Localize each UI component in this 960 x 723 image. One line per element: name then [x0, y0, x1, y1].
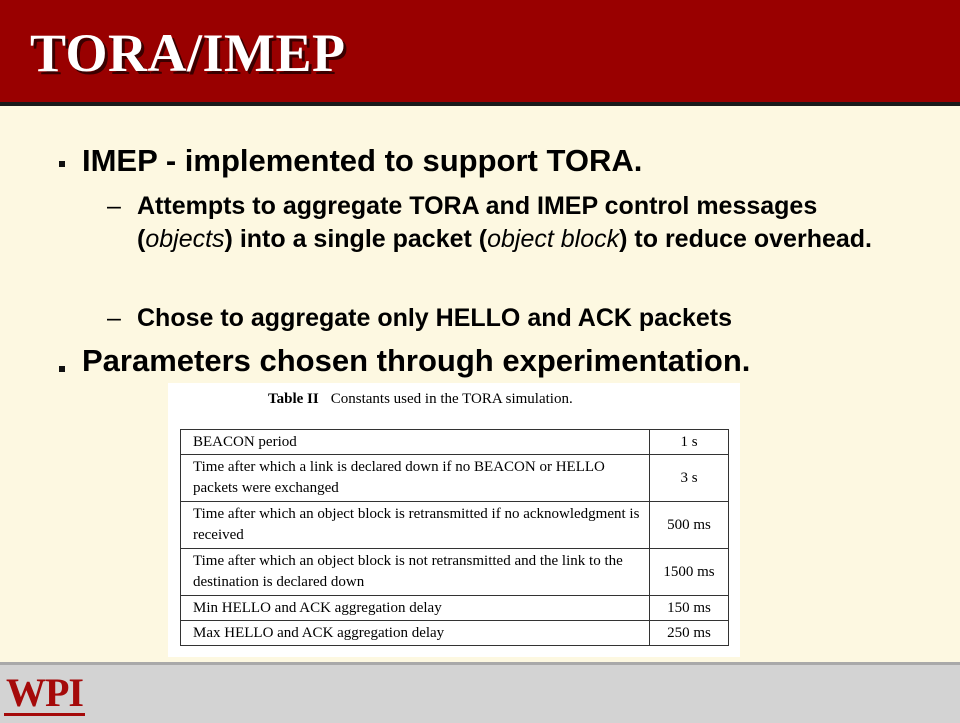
table-row [181, 596, 729, 621]
slide-title: TORA/IMEP [30, 23, 346, 83]
wpi-logo: WPI [6, 670, 83, 715]
sub-bullet-aggregate: Attempts to aggregate TORA and IMEP control messages (objects) into a single packet (object block) to reduce overhead. [137, 192, 872, 253]
table-cell-desc: Time after which an object block is retransmitted if no acknowledgment is received [181, 502, 650, 549]
table-row [181, 621, 729, 646]
sub-bullet-hello-ack: Chose to aggregate only HELLO and ACK packets [137, 304, 733, 332]
table-cell-desc: Time after which a link is declared down if no BEACON or HELLO packets were exchanged [181, 455, 650, 502]
table-row [181, 455, 729, 502]
table-cell-value: 1500 ms [650, 549, 729, 596]
table-cell-value: 3 s [650, 455, 729, 502]
table-cell-desc: Max HELLO and ACK aggregation delay [181, 621, 650, 646]
table-caption: Table II Constants used in the TORA simulation. [268, 391, 573, 407]
bullet-imep: IMEP - implemented to support TORA. [82, 143, 643, 178]
table-cell-value: 250 ms [650, 621, 729, 646]
table-row [181, 502, 729, 549]
dash-marker: – [107, 304, 121, 332]
bullet-parameters: Parameters chosen through experimentation. [82, 343, 751, 378]
footer-bar [0, 662, 960, 723]
bullet-square-icon [59, 366, 65, 372]
constants-table-figure [168, 383, 740, 657]
table-cell-value: 1 s [650, 430, 729, 455]
table-cell-desc: Time after which an object block is not retransmitted and the link to the destination is declared down [181, 549, 650, 596]
table-cell-desc: BEACON period [181, 430, 650, 455]
table-cell-value: 150 ms [650, 596, 729, 621]
table-cell-desc: Min HELLO and ACK aggregation delay [181, 596, 650, 621]
constants-table [180, 429, 729, 646]
table-row [181, 430, 729, 455]
table-cell-value: 500 ms [650, 502, 729, 549]
bullet-square-icon [59, 161, 65, 167]
dash-marker: – [107, 192, 121, 220]
title-bar [0, 0, 960, 106]
table-row [181, 549, 729, 596]
